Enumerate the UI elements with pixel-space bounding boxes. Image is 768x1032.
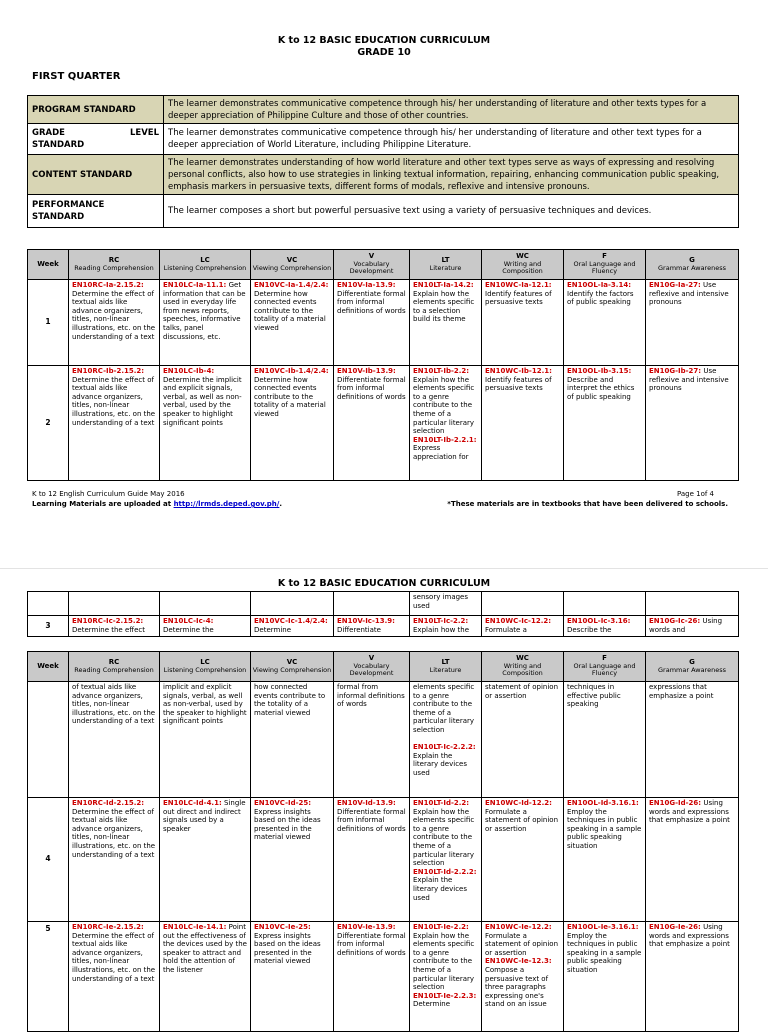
- competency-cell: EN10WC-Ib-12.1: Identify features of persuasive texts: [482, 366, 564, 481]
- column-header: LC Listening Comprehension: [160, 652, 251, 682]
- competency-cell: EN10OL-Ia-3.14: Identify the factors of public speaking: [564, 280, 646, 366]
- empty-cell: [28, 592, 69, 616]
- column-header: RC Reading Comprehension: [69, 652, 160, 682]
- competency-cell: EN10RC-Ie-2.15.2: Determine the effect of textual aids like advance organizers, titles, non-linear illustrations, etc. on the understanding of a text: [69, 922, 160, 1032]
- competency-cell: EN10OL-Ib-3.15: Describe and interpret the ethics of public speaking: [564, 366, 646, 481]
- standard-text: The learner composes a short but powerful persuasive text using a variety of persuasive techniques and devices.: [164, 195, 739, 228]
- table-row: [28, 366, 739, 481]
- column-header: Week: [28, 250, 69, 280]
- table-row: [28, 616, 739, 637]
- competency-cell: EN10RC-Ib-2.15.2: Determine the effect of textual aids like advance organizers, titles, non-linear illustrations, etc. on the understanding of a text: [69, 366, 160, 481]
- competency-cell: EN10G-Id-26: Using words and expressions that emphasize a point: [646, 798, 739, 922]
- empty-cell: [646, 592, 739, 616]
- empty-cell: [69, 592, 160, 616]
- competency-cell: EN10WC-Ie-12.2: Formulate a statement of opinion or assertion EN10WC-Ie-12.3: Compose a persuasive text of three paragraphs expressing one's stand on an issue: [482, 922, 564, 1032]
- table-row: [28, 682, 739, 798]
- competency-cell: EN10V-Ia-13.9: Differentiate formal from informal definitions of words: [334, 280, 410, 366]
- table-header: [28, 250, 739, 280]
- document-page-2: [0, 568, 768, 1025]
- empty-cell: [564, 592, 646, 616]
- performance-standard-row: [28, 195, 739, 228]
- lrmds-link[interactable]: http://lrmds.deped.gov.ph/: [173, 500, 280, 508]
- competency-cell: EN10G-Ic-26: Using words and: [646, 616, 739, 637]
- week-number: 2: [28, 366, 69, 481]
- competency-cell: expressions that emphasize a point: [646, 682, 739, 798]
- document-title: K to 12 BASIC EDUCATION CURRICULUM: [277, 35, 491, 46]
- competency-cell: EN10WC-Ic-12.2: Formulate a: [482, 616, 564, 637]
- competency-cell: EN10LC-Ie-14.1: Point out the effectiveness of the devices used by the speaker to attract and hold the attention of the listener: [160, 922, 251, 1032]
- competency-cell: EN10V-Ib-13.9: Differentiate formal from informal definitions of words: [334, 366, 410, 481]
- competency-cell: how connected events contribute to the totality of a material viewed: [251, 682, 334, 798]
- empty-cell: [482, 592, 564, 616]
- grade-level-standard-row: [28, 124, 739, 155]
- competency-cell: EN10LT-Ia-14.2: Explain how the elements specific to a selection build its theme: [410, 280, 482, 366]
- competency-cell: EN10OL-Ie-3.16.1: Employ the techniques in public speaking in a sample public speaking situation: [564, 922, 646, 1032]
- competency-cell: EN10V-Id-13.9: Differentiate formal from informal definitions of words: [334, 798, 410, 922]
- competency-cell: EN10VC-Ia-1.4/2.4: Determine how connected events contribute to the totality of a material viewed: [251, 280, 334, 366]
- curriculum-guide-footer: K to 12 English Curriculum Guide May 2016: [32, 490, 185, 498]
- curriculum-table-2: [27, 651, 739, 1032]
- column-header: Week: [28, 652, 69, 682]
- label-part: LEVEL: [129, 128, 159, 138]
- empty-cell: [160, 592, 251, 616]
- competency-cell: EN10WC-Id-12.2: Formulate a statement of opinion or assertion: [482, 798, 564, 922]
- competency-cell: EN10LC-Ib-4: Determine the implicit and explicit signals, verbal, as well as non-verbal, used by the speaker to highlight significant points: [160, 366, 251, 481]
- learning-materials-note: Learning Materials are uploaded at http://lrmds.deped.gov.ph/.: [32, 500, 283, 508]
- week-number: 1: [28, 280, 69, 366]
- label-part: GRADE: [32, 128, 65, 138]
- week-number: 5: [28, 922, 69, 1032]
- column-header: WC Writing and Composition: [482, 250, 564, 280]
- standard-text: The learner demonstrates communicative competence through his/ her understanding of literature and other texts types for a deeper appreciation of Philippine Culture and those of other countries.: [164, 96, 739, 124]
- standard-label: [28, 124, 164, 155]
- competency-cell: EN10RC-Ia-2.15.2: Determine the effect of textual aids like advance organizers, titles, non-linear illustrations, etc. on the understanding of a text: [69, 280, 160, 366]
- competency-cell: EN10VC-Ib-1.4/2.4: Determine how connected events contribute to the totality of a material viewed: [251, 366, 334, 481]
- week-number: [28, 682, 69, 798]
- competency-cell: EN10LT-Ib-2.2: Explain how the elements specific to a genre contribute to the theme of a particular literary selection EN10LT-Ib-2.2.1: Express appreciation for: [410, 366, 482, 481]
- competency-cell: formal from informal definitions of words: [334, 682, 410, 798]
- content-standard-row: [28, 155, 739, 195]
- competency-cell: EN10WC-Ia-12.1: Identify features of persuasive texts: [482, 280, 564, 366]
- table-row: [28, 798, 739, 922]
- competency-cell: EN10RC-Id-2.15.2: Determine the effect of textual aids like advance organizers, titles, non-linear illustrations, etc. on the understanding of a text: [69, 798, 160, 922]
- page-number: Page 1of 4: [676, 490, 714, 498]
- table-header: [28, 652, 739, 682]
- column-header: LT Literature: [410, 250, 482, 280]
- competency-cell: EN10OL-Id-3.16.1: Employ the techniques in public speaking in a sample public speaking situation: [564, 798, 646, 922]
- column-header: LC Listening Comprehension: [160, 250, 251, 280]
- column-header: G Grammar Awareness: [646, 250, 739, 280]
- empty-cell: [334, 592, 410, 616]
- competency-cell: EN10LC-Id-4.1: Single out direct and indirect signals used by a speaker: [160, 798, 251, 922]
- column-header: WC Writing and Composition: [482, 652, 564, 682]
- curriculum-table-continuation: [27, 591, 739, 637]
- carryover-row: [28, 592, 739, 616]
- table-row: [28, 280, 739, 366]
- column-header: RC Reading Comprehension: [69, 250, 160, 280]
- competency-cell: EN10V-Ie-13.9: Differentiate formal from informal definitions of words: [334, 922, 410, 1032]
- standard-label: PERFORMANCE STANDARD: [28, 195, 164, 228]
- competency-cell: EN10LT-Ie-2.2: Explain how the elements specific to a genre contribute to the theme of a particular literary selection EN10LT-Ie-2.2.3: Determine: [410, 922, 482, 1032]
- competency-cell: EN10G-Ib-27: Use reflexive and intensive pronouns: [646, 366, 739, 481]
- document-title: K to 12 BASIC EDUCATION CURRICULUM: [277, 578, 491, 589]
- column-header: V Vocabulary Development: [334, 652, 410, 682]
- empty-cell: [251, 592, 334, 616]
- standard-label: PROGRAM STANDARD: [28, 96, 164, 124]
- competency-cell: statement of opinion or assertion: [482, 682, 564, 798]
- column-header: G Grammar Awareness: [646, 652, 739, 682]
- competency-cell: elements specific to a genre contribute to the theme of a particular literary selection EN10LT-Ic-2.2.2: Explain the literary devices used: [410, 682, 482, 798]
- week-number: 3: [28, 616, 69, 637]
- quarter-heading: FIRST QUARTER: [32, 71, 121, 82]
- competency-cell: EN10VC-Ic-1.4/2.4: Determine: [251, 616, 334, 637]
- competency-cell: EN10LC-Ic-4: Determine the: [160, 616, 251, 637]
- competency-cell: EN10OL-Ic-3.16: Describe the: [564, 616, 646, 637]
- grade-title: GRADE 10: [357, 47, 411, 58]
- column-header: LT Literature: [410, 652, 482, 682]
- competency-cell: of textual aids like advance organizers, titles, non-linear illustrations, etc. on the understanding of a text: [69, 682, 160, 798]
- competency-cell: EN10G-Ia-27: Use reflexive and intensive pronouns: [646, 280, 739, 366]
- standard-text: The learner demonstrates understanding of how world literature and other text types serve as ways of expressing and resolving personal conflicts, also how to use strategies in linking textual information, repairing, enhancing communication public speaking, emphasis markers in persuasive texts, different forms of modals, reflexive and intensive pronouns.: [164, 155, 739, 195]
- textbook-note: *These materials are in textbooks that have been delivered to schools.: [447, 500, 728, 508]
- standard-text: The learner demonstrates communicative competence through his/ her understanding of literature and other text types for a deeper appreciation of World Literature, including Philippine Literature.: [164, 124, 739, 155]
- curriculum-table-1: [27, 249, 739, 481]
- column-header: VC Viewing Comprehension: [251, 652, 334, 682]
- program-standard-row: [28, 96, 739, 124]
- competency-cell: techniques in effective public speaking: [564, 682, 646, 798]
- competency-cell: implicit and explicit signals, verbal, as well as non-verbal, used by the speaker to highlight significant points: [160, 682, 251, 798]
- competency-cell: EN10RC-Ic-2.15.2: Determine the effect: [69, 616, 160, 637]
- standard-label: CONTENT STANDARD: [28, 155, 164, 195]
- competency-cell: EN10V-Ic-13.9: Differentiate: [334, 616, 410, 637]
- competency-cell: EN10G-Ie-26: Using words and expressions that emphasize a point: [646, 922, 739, 1032]
- label-part: STANDARD: [32, 140, 85, 150]
- week-number: 4: [28, 798, 69, 922]
- standards-table: [27, 95, 739, 228]
- competency-cell: sensory images used: [410, 592, 482, 616]
- competency-cell: EN10LT-Id-2.2: Explain how the elements specific to a genre contribute to the theme of a particular literary selection EN10LT-Id-2.2.2: Explain the literary devices used: [410, 798, 482, 922]
- competency-cell: EN10VC-Ie-25: Express insights based on the ideas presented in the material viewed: [251, 922, 334, 1032]
- column-header: VC Viewing Comprehension: [251, 250, 334, 280]
- column-header: V Vocabulary Development: [334, 250, 410, 280]
- competency-cell: EN10LT-Ic-2.2: Explain how the: [410, 616, 482, 637]
- competency-cell: EN10LC-Ia-11.1: Get information that can be used in everyday life from news reports, speeches, informative talks, panel discussions, etc.: [160, 280, 251, 366]
- column-header: F Oral Language and Fluency: [564, 250, 646, 280]
- column-header: F Oral Language and Fluency: [564, 652, 646, 682]
- table-row: [28, 922, 739, 1032]
- competency-cell: EN10VC-Id-25: Express insights based on the ideas presented in the material viewed: [251, 798, 334, 922]
